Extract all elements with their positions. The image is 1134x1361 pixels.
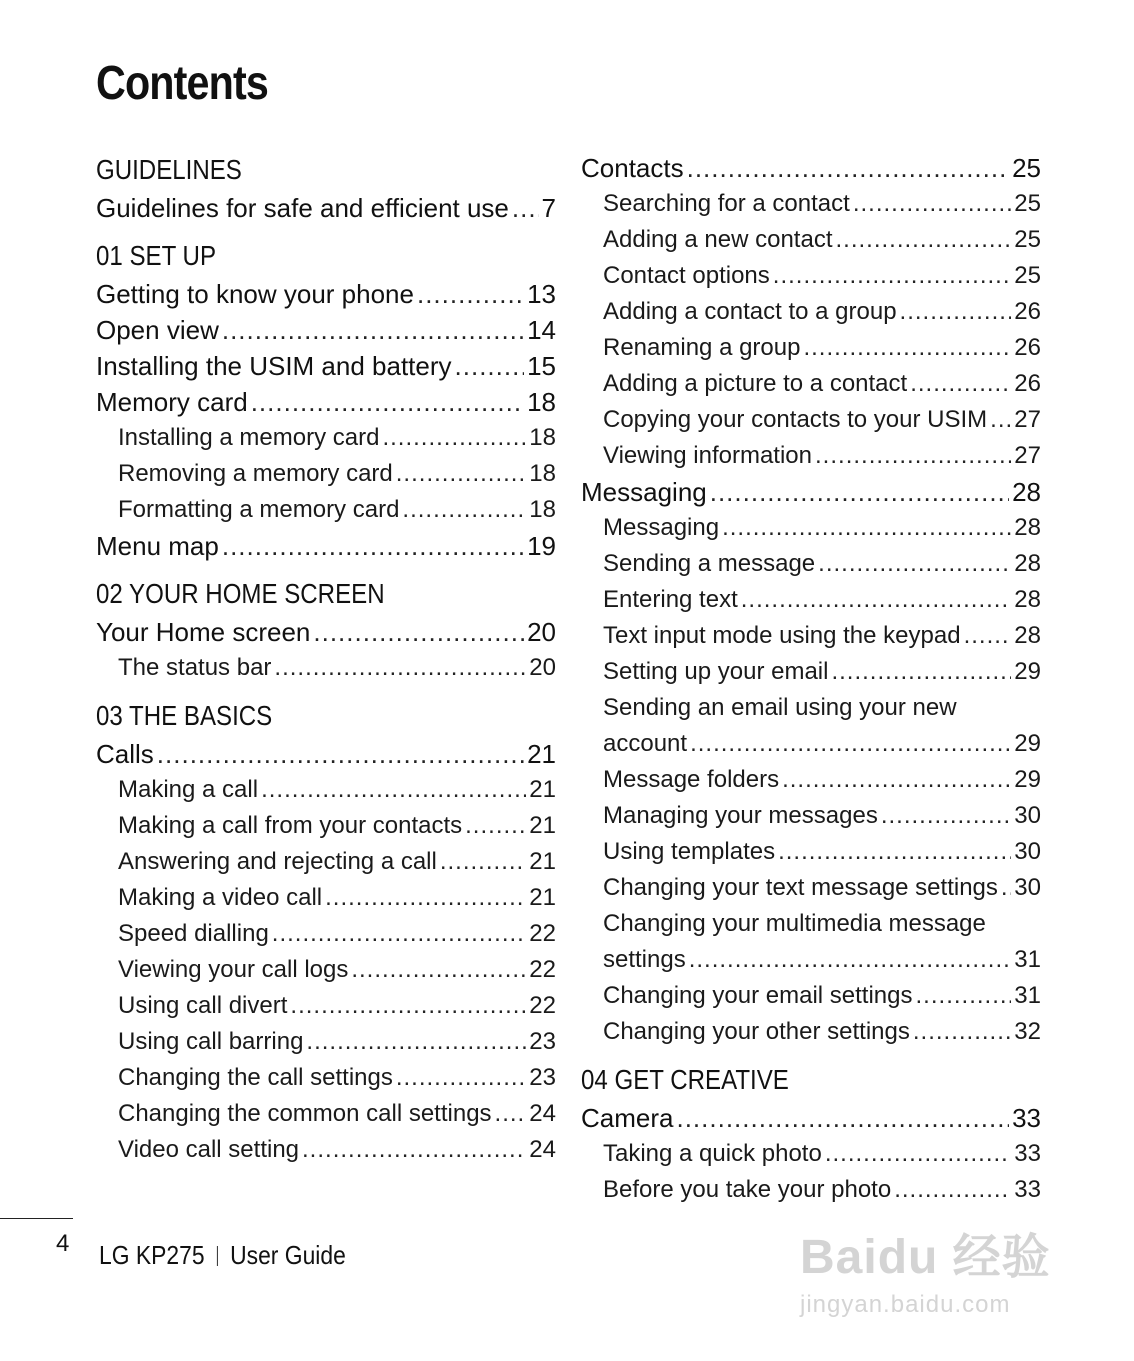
dot-leader — [722, 510, 1011, 546]
dot-leader — [325, 880, 526, 916]
toc-page-number: 13 — [527, 279, 556, 309]
toc-subentry[interactable] — [581, 762, 1041, 798]
toc-entry-title: Searching for a contact — [603, 190, 850, 217]
toc-section-heading: 02 YOUR HOME SCREEN — [96, 578, 385, 609]
dot-leader — [913, 1014, 1011, 1050]
dot-leader — [710, 474, 1009, 510]
dot-leader — [261, 772, 526, 808]
guide-name: User Guide — [230, 1240, 346, 1270]
toc-page-number: 28 — [1014, 550, 1041, 577]
dot-leader — [836, 222, 1012, 258]
toc-entry-title: Contact options — [603, 262, 770, 289]
toc-entry-title: Viewing your call logs — [118, 956, 349, 983]
dot-leader — [818, 546, 1011, 582]
toc-entry-title: account — [603, 730, 688, 757]
toc-section-heading: GUIDELINES — [96, 154, 242, 185]
toc-page-number: 25 — [1014, 262, 1041, 289]
toc-subentry[interactable] — [581, 330, 1041, 366]
toc-entry-title: Answering and rejecting a call — [118, 848, 437, 875]
toc-page-number: 18 — [529, 496, 556, 523]
toc-entry-title: Using call divert — [118, 992, 288, 1019]
toc-entry-title: Messaging — [581, 477, 707, 507]
toc-subentry[interactable] — [581, 618, 1041, 654]
dot-leader — [916, 978, 1012, 1014]
toc-entry-title: Entering text — [603, 586, 738, 613]
toc-page-number: 31 — [1014, 982, 1041, 1009]
toc-entry-title: Changing your text message settings — [603, 874, 998, 901]
toc-subentry[interactable] — [581, 1172, 1041, 1208]
toc-page-number: 21 — [529, 848, 556, 875]
dot-leader — [690, 726, 1011, 762]
dot-leader — [222, 528, 524, 564]
page-number: 4 — [56, 1230, 70, 1257]
toc-subentry[interactable] — [581, 510, 1041, 546]
toc-entry-title: Adding a new contact — [603, 226, 833, 253]
toc-page-number: 26 — [1014, 298, 1041, 325]
dot-leader — [272, 916, 527, 952]
dot-leader — [512, 190, 539, 226]
dot-leader — [274, 650, 526, 686]
footer-rule — [0, 1218, 73, 1219]
dot-leader — [881, 798, 1011, 834]
toc-subentry[interactable] — [96, 844, 556, 880]
toc-entry-title: Copying your contacts to your USIM — [603, 406, 988, 433]
toc-subentry[interactable] — [581, 870, 1041, 906]
dot-leader — [417, 276, 524, 312]
baidu-logo — [800, 1218, 1070, 1287]
toc-subentry[interactable] — [581, 1136, 1041, 1172]
toc-page-number: 28 — [1012, 477, 1041, 507]
toc-entry-title: Memory card — [96, 387, 248, 417]
toc-page-number: 26 — [1014, 370, 1041, 397]
toc-page-number: 28 — [1014, 586, 1041, 613]
toc-entry-title: Removing a memory card — [118, 460, 393, 487]
toc-entry-title: Making a video call — [118, 884, 323, 911]
toc-subentry[interactable] — [581, 582, 1041, 618]
toc-entry-title: Text input mode using the keypad — [603, 622, 961, 649]
dot-leader — [1001, 870, 1011, 906]
toc-page-number: 28 — [1014, 514, 1041, 541]
toc-entry-title: Open view — [96, 315, 219, 345]
dot-leader — [964, 618, 1012, 654]
toc-entry-title: Menu map — [96, 531, 219, 561]
toc-entry[interactable] — [96, 614, 556, 650]
toc-page-number: 30 — [1014, 802, 1041, 829]
footer-label — [99, 1240, 346, 1271]
toc-page-number: 30 — [1014, 838, 1041, 865]
toc-page-number: 28 — [1014, 622, 1041, 649]
product-name: LG KP275 — [99, 1240, 205, 1270]
dot-leader — [222, 312, 524, 348]
dot-leader — [773, 258, 1012, 294]
toc-subentry[interactable] — [96, 880, 556, 916]
toc-page-number: 19 — [527, 531, 556, 561]
toc-entry-title: Speed dialling — [118, 920, 269, 947]
dot-leader — [815, 438, 1011, 474]
toc-entry-title: Before you take your photo — [603, 1176, 892, 1203]
toc-subentry[interactable] — [96, 988, 556, 1024]
toc-page-number: 27 — [1014, 406, 1041, 433]
toc-page-number: 7 — [541, 193, 556, 223]
toc-subentry[interactable] — [96, 1132, 556, 1168]
toc-page-number: 30 — [1014, 874, 1041, 901]
toc-subentry[interactable] — [581, 1014, 1041, 1050]
toc-entry[interactable] — [96, 348, 556, 384]
dot-leader — [495, 1096, 527, 1132]
toc-page-number: 22 — [529, 992, 556, 1019]
toc-page-number: 14 — [527, 315, 556, 345]
toc-entry-title: Installing a memory card — [118, 424, 380, 451]
dot-leader — [440, 844, 526, 880]
toc-entry-title: Messaging — [603, 514, 720, 541]
toc-page-number: 25 — [1014, 226, 1041, 253]
toc-page-number: 33 — [1014, 1176, 1041, 1203]
toc-page-number: 15 — [527, 351, 556, 381]
dot-leader — [689, 942, 1012, 978]
toc-entry[interactable] — [96, 736, 556, 772]
toc-entry[interactable] — [581, 1100, 1041, 1136]
toc-entry-title: Making a call from your contacts — [118, 812, 463, 839]
toc-entry-title: Message folders — [603, 766, 780, 793]
dot-leader — [676, 1100, 1009, 1136]
dot-leader — [803, 330, 1011, 366]
toc-subentry[interactable] — [581, 834, 1041, 870]
toc-page-number: 21 — [527, 739, 556, 769]
footer-separator — [217, 1246, 218, 1266]
dot-leader — [306, 1024, 526, 1060]
toc-page-number: 29 — [1014, 766, 1041, 793]
toc-page-number: 21 — [529, 776, 556, 803]
toc-page-number: 18 — [527, 387, 556, 417]
toc-entry[interactable] — [96, 312, 556, 348]
toc-subentry[interactable] — [581, 942, 1041, 978]
dot-leader — [741, 582, 1012, 618]
watermark-url: jingyan.baidu.com — [800, 1291, 1011, 1318]
toc-page-number: 25 — [1012, 153, 1041, 183]
toc-entry-title: Taking a quick photo — [603, 1140, 822, 1167]
toc-entry-title: The status bar — [118, 654, 272, 681]
dot-leader — [825, 1136, 1011, 1172]
dot-leader — [302, 1132, 526, 1168]
toc-subentry[interactable] — [581, 222, 1041, 258]
toc-entry-title: Setting up your email — [603, 658, 829, 685]
toc-entry-title: Your Home screen — [96, 617, 311, 647]
toc-subentry[interactable] — [581, 294, 1041, 330]
page-title: Contents — [96, 57, 268, 110]
toc-page-number: 29 — [1014, 658, 1041, 685]
toc-entry-title: Managing your messages — [603, 802, 878, 829]
dot-leader — [990, 402, 1011, 438]
toc-right-column — [581, 150, 1041, 1208]
toc-entry[interactable] — [96, 384, 556, 420]
toc-entry[interactable] — [96, 276, 556, 312]
toc-entry-title: Calls — [96, 739, 154, 769]
toc-page-number: 27 — [1014, 442, 1041, 469]
toc-entry-title: Guidelines for safe and efficient use — [96, 193, 509, 223]
toc-section-heading: 01 SET UP — [96, 240, 217, 271]
toc-entry-title: Formatting a memory card — [118, 496, 400, 523]
toc-section-heading: 04 GET CREATIVE — [581, 1064, 789, 1095]
toc-entry-wrapped-line: Changing your multimedia message — [603, 910, 986, 937]
toc-entry-title: Renaming a group — [603, 334, 801, 361]
toc-page-number: 24 — [529, 1100, 556, 1127]
toc-entry-title: settings — [603, 946, 686, 973]
toc-entry-title: Changing your email settings — [603, 982, 913, 1009]
toc-entry-title: Changing your other settings — [603, 1018, 910, 1045]
toc-entry-title: Camera — [581, 1103, 674, 1133]
dot-leader — [382, 420, 526, 456]
toc-subentry[interactable] — [581, 978, 1041, 1014]
dot-leader — [894, 1172, 1011, 1208]
toc-page-number: 33 — [1014, 1140, 1041, 1167]
toc-subentry[interactable] — [96, 456, 556, 492]
toc-entry-title: Adding a contact to a group — [603, 298, 897, 325]
dot-leader — [782, 762, 1011, 798]
toc-page-number: 20 — [527, 617, 556, 647]
toc-page-number: 21 — [529, 884, 556, 911]
toc-page-number: 23 — [529, 1028, 556, 1055]
toc-entry[interactable] — [581, 474, 1041, 510]
toc-entry[interactable] — [96, 528, 556, 564]
toc-page-number: 23 — [529, 1064, 556, 1091]
toc-entry-title: Installing the USIM and battery — [96, 351, 452, 381]
toc-entry-title: Viewing information — [603, 442, 813, 469]
toc-entry-title: Making a call — [118, 776, 259, 803]
baidu-watermark — [800, 1218, 1070, 1318]
dot-leader — [831, 654, 1011, 690]
toc-page-number: 18 — [529, 424, 556, 451]
toc-subentry[interactable] — [581, 258, 1041, 294]
toc-page-number: 22 — [529, 956, 556, 983]
toc-page-number: 32 — [1014, 1018, 1041, 1045]
toc-entry-title: Sending a message — [603, 550, 816, 577]
watermark-logo-text: Baidu 经验 — [800, 1231, 1051, 1284]
dot-leader — [313, 614, 524, 650]
dot-leader — [402, 492, 526, 528]
toc-subentry[interactable] — [96, 650, 556, 686]
toc-subentry[interactable] — [96, 808, 556, 844]
toc-subentry[interactable] — [581, 186, 1041, 222]
dot-leader — [396, 456, 527, 492]
toc-subentry[interactable] — [96, 916, 556, 952]
toc-entry-title: Getting to know your phone — [96, 279, 414, 309]
dot-leader — [290, 988, 526, 1024]
toc-subentry[interactable] — [96, 1024, 556, 1060]
toc-subentry[interactable] — [581, 366, 1041, 402]
toc-left-column — [96, 150, 556, 1168]
toc-subentry[interactable] — [96, 772, 556, 808]
toc-subentry[interactable] — [96, 952, 556, 988]
dot-leader — [687, 150, 1009, 186]
toc-section-heading: 03 THE BASICS — [96, 700, 273, 731]
toc-page-number: 22 — [529, 920, 556, 947]
dot-leader — [465, 808, 526, 844]
toc-subentry[interactable] — [96, 1060, 556, 1096]
dot-leader — [853, 186, 1011, 222]
dot-leader — [900, 294, 1012, 330]
toc-entry[interactable] — [581, 150, 1041, 186]
toc-subentry[interactable] — [581, 402, 1041, 438]
toc-page-number: 25 — [1014, 190, 1041, 217]
dot-leader — [351, 952, 526, 988]
toc-entry-title: Using templates — [603, 838, 776, 865]
toc-subentry[interactable] — [96, 492, 556, 528]
toc-page-number: 26 — [1014, 334, 1041, 361]
toc-page-number: 21 — [529, 812, 556, 839]
toc-subentry[interactable] — [96, 1096, 556, 1132]
toc-page-number: 31 — [1014, 946, 1041, 973]
toc-entry-title: Adding a picture to a contact — [603, 370, 908, 397]
dot-leader — [910, 366, 1011, 402]
dot-leader — [396, 1060, 526, 1096]
toc-subentry[interactable] — [96, 420, 556, 456]
dot-leader — [455, 348, 525, 384]
toc-entry-title: Changing the common call settings — [118, 1100, 492, 1127]
toc-entry-wrapped-line: Sending an email using your new — [603, 694, 957, 721]
toc-page-number: 24 — [529, 1136, 556, 1163]
toc-entry-title: Changing the call settings — [118, 1064, 393, 1091]
toc-subentry[interactable] — [581, 438, 1041, 474]
toc-entry-title: Video call setting — [118, 1136, 300, 1163]
toc-page-number: 29 — [1014, 730, 1041, 757]
dot-leader — [251, 384, 524, 420]
toc-page-number: 20 — [529, 654, 556, 681]
toc-page-number: 33 — [1012, 1103, 1041, 1133]
toc-entry[interactable] — [96, 190, 556, 226]
toc-page-number: 18 — [529, 460, 556, 487]
toc-subentry[interactable] — [581, 798, 1041, 834]
toc-subentry[interactable] — [581, 726, 1041, 762]
toc-subentry[interactable] — [581, 546, 1041, 582]
dot-leader — [157, 736, 524, 772]
dot-leader — [778, 834, 1011, 870]
toc-subentry[interactable] — [581, 654, 1041, 690]
toc-entry-title: Using call barring — [118, 1028, 304, 1055]
toc-entry-title: Contacts — [581, 153, 684, 183]
